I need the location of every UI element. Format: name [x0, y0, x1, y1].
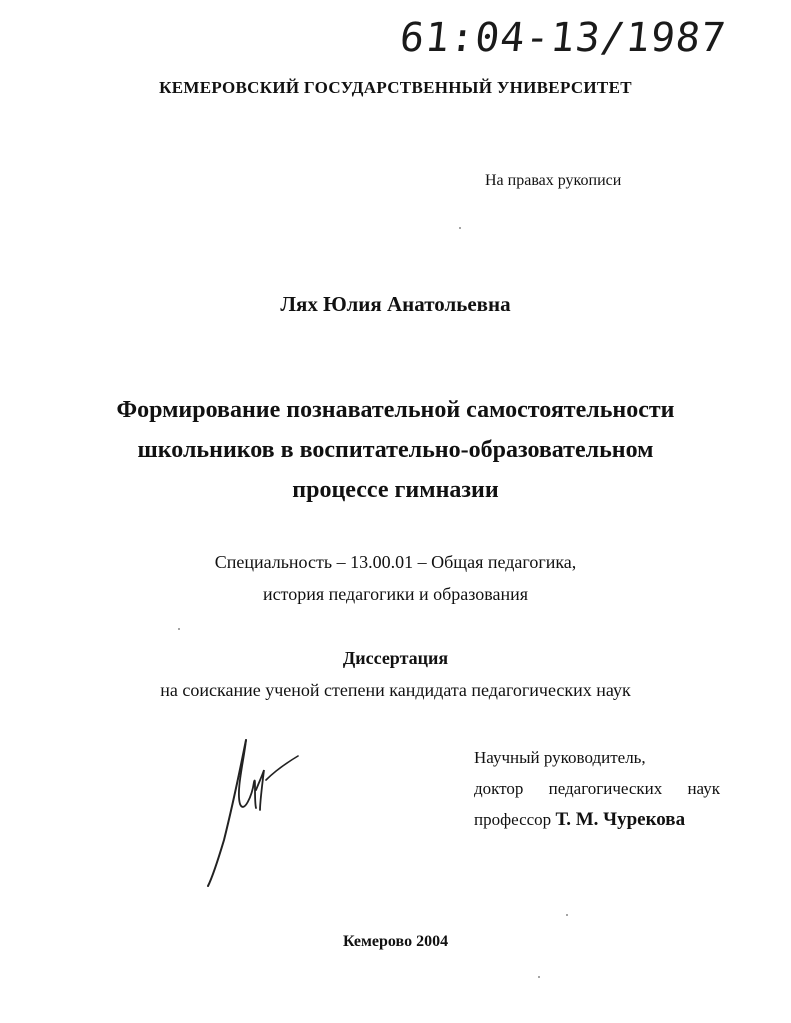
archive-code: 61:04-13/1987: [397, 15, 729, 61]
scan-speck: [459, 227, 461, 229]
author-name: Лях Юлия Анатольевна: [280, 292, 511, 316]
supervisor-title-prefix: профессор: [474, 810, 552, 829]
degree-sought: на соискание ученой степени кандидата педагогических наук: [160, 680, 631, 700]
specialty: [0, 546, 791, 610]
supervisor-degree-word: доктор: [474, 779, 524, 798]
work-type: Диссертация: [342, 648, 449, 668]
signature-icon: [200, 730, 310, 890]
title-line: школьников в воспитательно-образовательном: [137, 437, 654, 463]
supervisor-name: Т. М. Чурекова: [555, 809, 686, 830]
scan-speck: [538, 976, 540, 978]
specialty-line: Специальность – 13.00.01 – Общая педагогика,: [214, 552, 577, 572]
supervisor-degree-word: наук: [687, 779, 720, 798]
title-line: процессе гимназии: [292, 477, 499, 503]
supervisor-role: Научный руководитель,: [474, 748, 646, 767]
city-year: Кемерово 2004: [342, 933, 449, 950]
dissertation-title: [0, 390, 791, 510]
scan-speck: [178, 628, 180, 630]
scan-speck: [566, 914, 568, 916]
supervisor-degree: [474, 773, 720, 804]
supervisor-block: [474, 742, 720, 835]
supervisor-title-line: [474, 804, 720, 835]
title-line: Формирование познавательной самостоятельности: [116, 397, 675, 423]
manuscript-rights-note: На правах рукописи: [485, 172, 622, 189]
university-name: КЕМЕРОВСКИЙ ГОСУДАРСТВЕННЫЙ УНИВЕРСИТЕТ: [159, 78, 632, 97]
specialty-line: история педагогики и образования: [262, 584, 529, 604]
supervisor-degree-word: педагогических: [548, 779, 663, 798]
